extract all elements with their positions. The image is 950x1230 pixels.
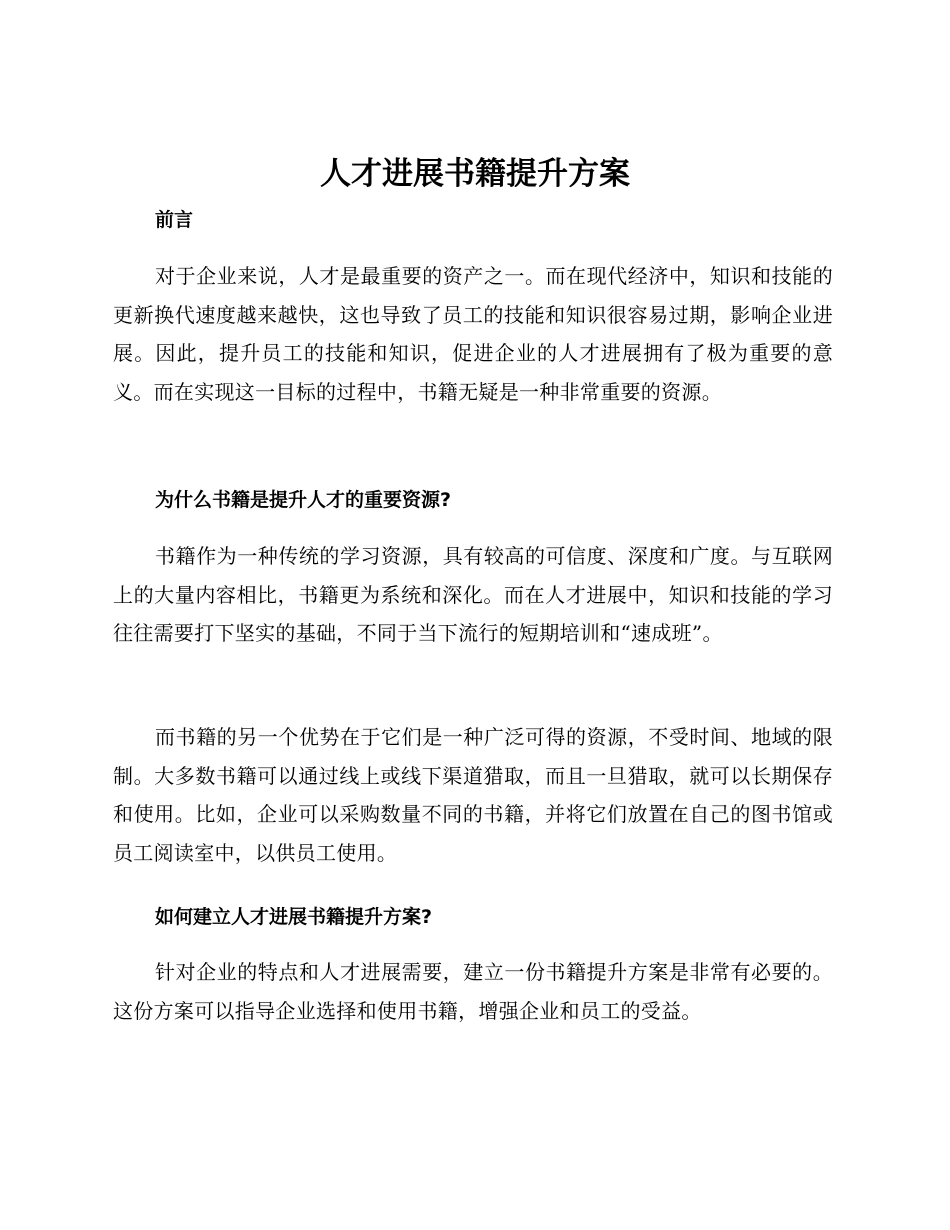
paragraph-how-to-build: 针对企业的特点和人才进展需要，建立一份书籍提升方案是非常有必要的。这份方案可以指导企业选择和使用书籍，增强企业和员工的受益。	[113, 960, 833, 1023]
paragraph-why-books-2: 而书籍的另一个优势在于它们是一种广泛可得的资源，不受时间、地域的限制。大多数书籍可以通过线上或线下渠道猎取，而且一旦猎取，就可以长期保存和使用。比如，企业可以采购数量不同的书籍，并将它们放置在自己的图书馆或员工阅读室中，以供员工使用。	[113, 725, 833, 865]
document-title: 人才进展书籍提升方案	[320, 156, 630, 192]
paragraph-preface: 对于企业来说，人才是最重要的资产之一。而在现代经济中，知识和技能的更新换代速度越来越快，这也导致了员工的技能和知识很容易过期，影响企业进展。因此，提升员工的技能和知识，促进企业的人才进展拥有了极为重要的意义。而在实现这一目标的过程中，书籍无疑是一种非常重要的资源。	[113, 264, 833, 404]
section-heading-how-to-build: 如何建立人才进展书籍提升方案?	[155, 906, 433, 928]
paragraph-why-books-1: 书籍作为一种传统的学习资源，具有较高的可信度、深度和广度。与互联网上的大量内容相比，书籍更为系统和深化。而在人才进展中，知识和技能的学习往往需要打下坚实的基础，不同于当下流行的短期培训和“速成班”。	[113, 544, 833, 645]
section-heading-preface: 前言	[155, 209, 194, 231]
section-heading-why-books: 为什么书籍是提升人才的重要资源?	[155, 489, 452, 511]
